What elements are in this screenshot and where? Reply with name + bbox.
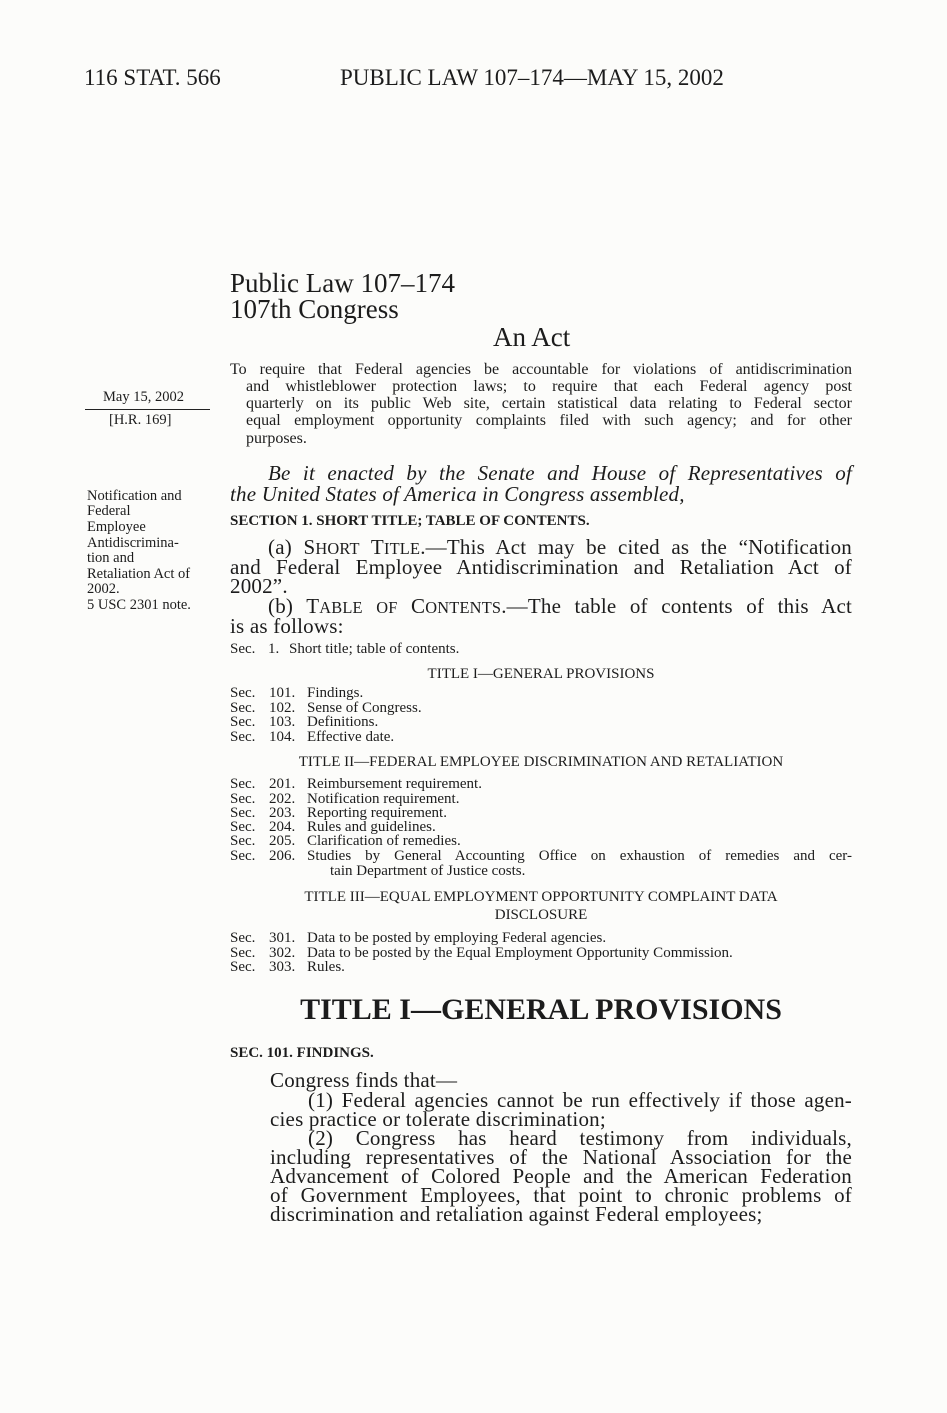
toc-sec-number: 301. bbox=[269, 930, 296, 946]
page-reference: 116 STAT. 566 bbox=[84, 65, 221, 90]
subsection-b-caption: TABLE OF CONTENTS bbox=[306, 594, 502, 618]
toc-entry bbox=[230, 849, 852, 865]
purpose-line: and whistleblower protection laws; to require that each Federal agency post bbox=[246, 378, 852, 395]
finding-2-line: including representatives of the National Association for the bbox=[270, 1145, 852, 1169]
toc-sec-title: Sense of Congress. bbox=[307, 700, 422, 716]
margin-note-line: 2002. bbox=[87, 581, 120, 597]
toc-title-heading: TITLE II—FEDERAL EMPLOYEE DISCRIMINATION AND RETALIATION bbox=[298, 754, 784, 770]
margin-bill-number: [H.R. 169] bbox=[109, 412, 172, 428]
toc-sec-label: Sec. bbox=[230, 791, 256, 807]
purpose-line: To require that Federal agencies be accountable for violations of antidiscrimination bbox=[230, 361, 852, 378]
toc-sec-title: Data to be posted by the Equal Employment Opportunity Commission. bbox=[307, 945, 733, 961]
toc-entry bbox=[230, 642, 852, 658]
toc-title-heading: TITLE III—EQUAL EMPLOYMENT OPPORTUNITY COMPLAINT DATA bbox=[304, 889, 778, 905]
congress-number: 107th Congress bbox=[230, 294, 399, 324]
toc-sec-label: Sec. bbox=[230, 776, 256, 792]
finding-2-line: (2) Congress has heard testimony from individuals, bbox=[308, 1126, 852, 1150]
toc-sec-label: Sec. bbox=[230, 930, 256, 946]
finding-1-line: (1) Federal agencies cannot be run effectively if those agen- bbox=[308, 1088, 852, 1112]
subsection-a-line: and Federal Employee Antidiscrimination and Retaliation Act of bbox=[230, 555, 852, 579]
toc-sec-title: Clarification of remedies. bbox=[307, 833, 461, 849]
margin-note-line: tion and bbox=[87, 550, 135, 566]
enacting-clause-line: Be it enacted by the Senate and House of Representatives of bbox=[268, 461, 852, 485]
margin-note-line: Antidiscrimina- bbox=[87, 535, 179, 551]
findings-intro: Congress finds that— bbox=[270, 1068, 458, 1092]
toc-sec-label: Sec. bbox=[230, 819, 256, 835]
finding-2-line: of Government Employees, that point to chronic problems of bbox=[270, 1183, 852, 1207]
margin-usc-note: 5 USC 2301 note. bbox=[87, 597, 191, 613]
margin-note-line: Federal bbox=[87, 503, 131, 519]
subsection-a-line: 2002”. bbox=[230, 574, 288, 598]
purpose-line: purposes. bbox=[246, 430, 307, 447]
subsection-b-text: .—The table of contents of this Act bbox=[501, 594, 853, 618]
finding-2-line: Advancement of Colored People and the American Federation bbox=[270, 1164, 852, 1188]
toc-sec-title: Rules and guidelines. bbox=[307, 819, 436, 835]
section-1-heading: SECTION 1. SHORT TITLE; TABLE OF CONTENTS. bbox=[230, 513, 590, 529]
toc-sec-number: 201. bbox=[269, 776, 296, 792]
toc-sec-title: Definitions. bbox=[307, 714, 379, 730]
toc-sec-label: Sec. bbox=[230, 805, 256, 821]
subsection-a-label: (a) bbox=[268, 535, 292, 559]
toc-sec-number: 202. bbox=[269, 791, 296, 807]
margin-approval-date: May 15, 2002 bbox=[103, 389, 184, 405]
toc-sec-label: Sec. bbox=[230, 685, 256, 701]
toc-sec-title: Reimbursement requirement. bbox=[307, 776, 482, 792]
toc-sec-title: Reporting requirement. bbox=[307, 805, 447, 821]
toc-sec-number: 302. bbox=[269, 945, 296, 961]
toc-sec-title-continuation: tain Department of Justice costs. bbox=[330, 863, 526, 879]
toc-sec-number: 102. bbox=[269, 700, 296, 716]
enacting-clause-line: the United States of America in Congress assembled, bbox=[230, 482, 685, 506]
toc-sec-label: Sec. bbox=[230, 848, 256, 864]
toc-sec-number: 206. bbox=[269, 848, 296, 864]
toc-sec-title: Findings. bbox=[307, 685, 364, 701]
subsection-a-caption: SHORT TITLE bbox=[303, 535, 421, 559]
toc-sec-number: 101. bbox=[269, 685, 296, 701]
running-head: PUBLIC LAW 107–174—MAY 15, 2002 bbox=[340, 65, 724, 90]
toc-sec-label: Sec. bbox=[230, 959, 256, 975]
subsection-b-line: is as follows: bbox=[230, 614, 344, 638]
toc-entry bbox=[230, 730, 852, 746]
act-heading: An Act bbox=[493, 322, 571, 352]
margin-note-line: Notification and bbox=[87, 488, 182, 504]
toc-sec-label: Sec. bbox=[230, 700, 256, 716]
toc-sec-label: Sec. bbox=[230, 729, 256, 745]
toc-sec-number: 103. bbox=[269, 714, 296, 730]
toc-sec-label: Sec. bbox=[230, 714, 256, 730]
law-number: Public Law 107–174 bbox=[230, 268, 455, 298]
purpose-line: equal employment opportunity complaints filed with such agency; and for other bbox=[246, 412, 852, 429]
toc-sec-title: Short title; table of contents. bbox=[289, 641, 460, 657]
finding-1-line: cies practice or tolerate discrimination; bbox=[270, 1107, 606, 1131]
toc-sec-title: Studies by General Accounting Office on exhaustion of remedies and cer- bbox=[307, 848, 852, 864]
subsection-b-line bbox=[268, 596, 852, 617]
toc-sec-number: 303. bbox=[269, 959, 296, 975]
toc-sec-number: 104. bbox=[269, 729, 296, 745]
toc-sec-label: Sec. bbox=[230, 641, 256, 657]
margin-note-line: Retaliation Act of bbox=[87, 566, 191, 582]
margin-date-rule bbox=[85, 409, 210, 410]
toc-sec-title: Effective date. bbox=[307, 729, 395, 745]
finding-2-line: discrimination and retaliation against Federal employees; bbox=[270, 1202, 763, 1226]
toc-sec-number: 204. bbox=[269, 819, 296, 835]
section-101-heading: SEC. 101. FINDINGS. bbox=[230, 1045, 374, 1061]
toc-sec-label: Sec. bbox=[230, 833, 256, 849]
toc-sec-title: Rules. bbox=[307, 959, 345, 975]
toc-entry bbox=[230, 960, 852, 976]
title-i-heading: TITLE I—GENERAL PROVISIONS bbox=[300, 993, 782, 1026]
toc-sec-number: 205. bbox=[269, 833, 296, 849]
margin-note-line: Employee bbox=[87, 519, 146, 535]
toc-entry-continuation bbox=[230, 864, 852, 880]
toc-title-heading: TITLE I—GENERAL PROVISIONS bbox=[427, 666, 655, 682]
subsection-b-label: (b) bbox=[268, 594, 294, 618]
toc-sec-label: Sec. bbox=[230, 945, 256, 961]
toc-title-heading: DISCLOSURE bbox=[494, 907, 588, 923]
purpose-line: quarterly on its public Web site, certain statistical data relating to Federal sector bbox=[246, 395, 852, 412]
toc-sec-title: Notification requirement. bbox=[307, 791, 460, 807]
toc-sec-number: 203. bbox=[269, 805, 296, 821]
toc-sec-title: Data to be posted by employing Federal agencies. bbox=[307, 930, 607, 946]
subsection-a-text: .—This Act may be cited as the “Notification bbox=[420, 535, 852, 559]
toc-sec-number: 1. bbox=[268, 641, 280, 657]
